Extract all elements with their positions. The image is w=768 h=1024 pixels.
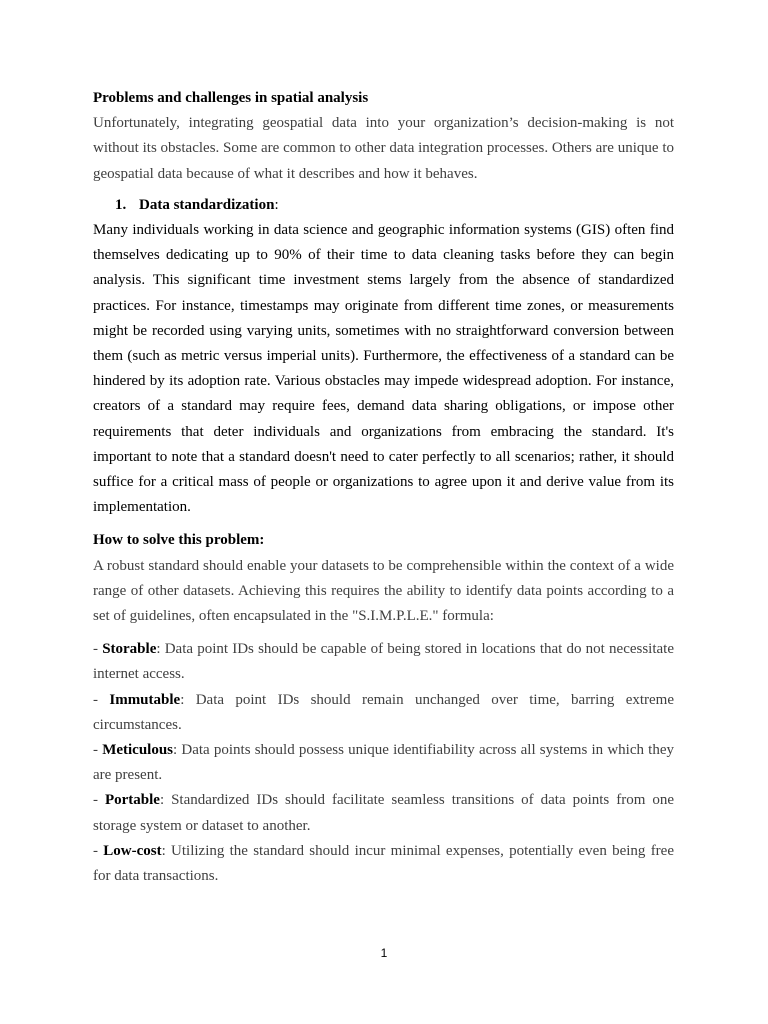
list-item-storable — [93, 637, 674, 687]
item-title: Data standardization — [139, 196, 275, 213]
how-to-solve-heading: How to solve this problem: — [93, 532, 265, 549]
numbered-item-data-standardization — [93, 193, 674, 218]
page-number: 1 — [380, 946, 388, 960]
bullet-dash: - — [93, 691, 110, 708]
bullet-text: : Data point IDs should remain unchanged over time, barring extreme circumstances. — [93, 691, 674, 733]
list-item-portable — [93, 788, 674, 838]
list-item-immutable — [93, 688, 674, 738]
bullet-text: : Data point IDs should be capable of being stored in locations that do not necessitate internet access. — [93, 641, 674, 683]
list-item-meticulous — [93, 738, 674, 788]
section-title: Problems and challenges in spatial analysis — [93, 90, 369, 106]
item-number: 1. — [115, 196, 127, 213]
bullet-term: Portable — [104, 792, 160, 809]
bullet-term: Meticulous — [102, 742, 174, 759]
bullet-dash: - — [93, 792, 105, 809]
bullet-term: Storable — [102, 641, 157, 658]
bullet-term: Immutable — [109, 691, 181, 708]
document-page — [93, 86, 674, 889]
bullet-dash: - — [93, 842, 104, 859]
bullet-dash: - — [93, 641, 103, 658]
bullet-text: : Data points should possess unique identifiability across all systems in which they are present. — [93, 742, 674, 784]
data-standardization-body: Many individuals working in data science and geographic information systems (GIS) often find themselves dedicating up to 90% of their time to data cleaning tasks before they can begin analysis. This significant time investment stems largely from the absence of standardized practices. For instance, timestamps may originate from different time zones, or measurements might be recorded using varying units, sometimes with no straightforward conversion between them (such as metric versus imperial units). Furthermore, the effectiveness of a standard can be hindered by its adoption rate. Various obstacles may impede widespread adoption. For instance, creators of a standard may require fees, demand data sharing obligations, or impose other requirements that deter individuals and organizations from embracing the standard. It's important to note that a standard doesn't need to cater perfectly to all scenarios; rather, it should suffice for a critical mass of people or organizations to agree upon it and derive value from its implementation. — [93, 222, 674, 516]
section-intro: Unfortunately, integrating geospatial data into your organization’s decision-making is not without its obstacles. Some are common to other data integration processes. Others are unique to geospatial data because of what it describes and how it behaves. — [93, 115, 674, 182]
bullet-text: : Standardized IDs should facilitate seamless transitions of data points from one storage system or dataset to another. — [93, 792, 674, 834]
bullet-text: : Utilizing the standard should incur minimal expenses, potentially even being free for data transactions. — [93, 842, 674, 885]
how-to-solve-intro: A robust standard should enable your datasets to be comprehensible within the context of a wide range of other datasets. Achieving this requires the ability to identify data points according to a set of guidelines, often encapsulated in the "S.I.M.P.L.E." formula: — [93, 557, 674, 625]
bullet-term: Low-cost — [103, 842, 162, 859]
list-item-low-cost — [93, 839, 674, 889]
simple-formula-list — [93, 637, 674, 889]
item-colon: : — [274, 196, 279, 213]
bullet-dash: - — [93, 742, 103, 759]
